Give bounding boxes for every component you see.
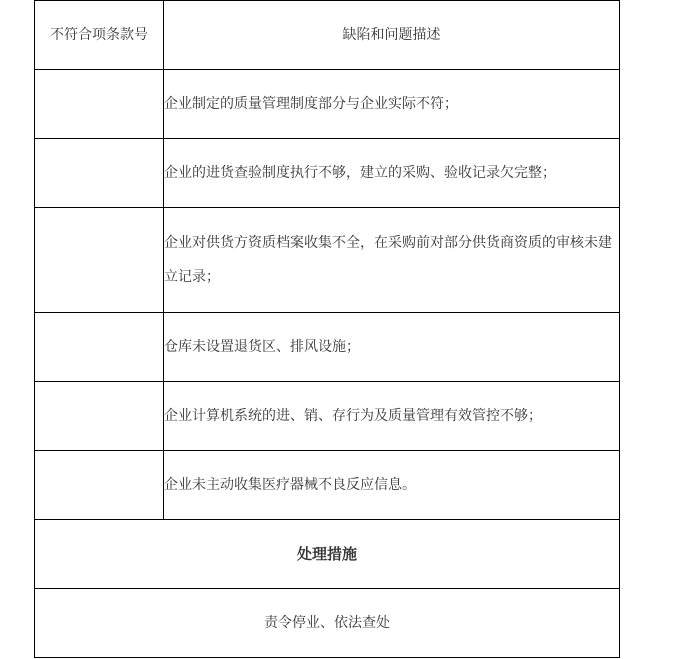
table-row bbox=[35, 313, 620, 382]
table-row bbox=[35, 451, 620, 520]
table-row bbox=[35, 70, 620, 139]
description-cell: 企业未主动收集医疗器械不良反应信息。 bbox=[164, 451, 620, 520]
measures-title: 处理措施 bbox=[35, 520, 620, 589]
table-row bbox=[35, 382, 620, 451]
description-cell: 企业计算机系统的进、销、存行为及质量管理有效管控不够； bbox=[164, 382, 620, 451]
description-cell: 企业制定的质量管理制度部分与企业实际不符； bbox=[164, 70, 620, 139]
clause-no-cell bbox=[35, 382, 164, 451]
clause-no-cell bbox=[35, 139, 164, 208]
description-cell: 仓库未设置退货区、排风设施； bbox=[164, 313, 620, 382]
clause-no-cell bbox=[35, 451, 164, 520]
measures-title-row bbox=[35, 520, 620, 589]
table-row bbox=[35, 139, 620, 208]
measures-text: 责令停业、依法查处 bbox=[35, 589, 620, 658]
description-cell: 企业的进货查验制度执行不够，建立的采购、验收记录欠完整； bbox=[164, 139, 620, 208]
clause-no-cell bbox=[35, 313, 164, 382]
clause-no-cell bbox=[35, 70, 164, 139]
measures-text-row bbox=[35, 589, 620, 658]
clause-no-cell bbox=[35, 208, 164, 313]
table-header-row bbox=[35, 1, 620, 70]
inspection-table bbox=[34, 0, 620, 658]
description-cell: 企业对供货方资质档案收集不全，在采购前对部分供货商资质的审核未建立记录； bbox=[164, 208, 620, 313]
table-row bbox=[35, 208, 620, 313]
header-clause-no: 不符合项条款号 bbox=[35, 1, 164, 70]
header-description: 缺陷和问题描述 bbox=[164, 1, 620, 70]
